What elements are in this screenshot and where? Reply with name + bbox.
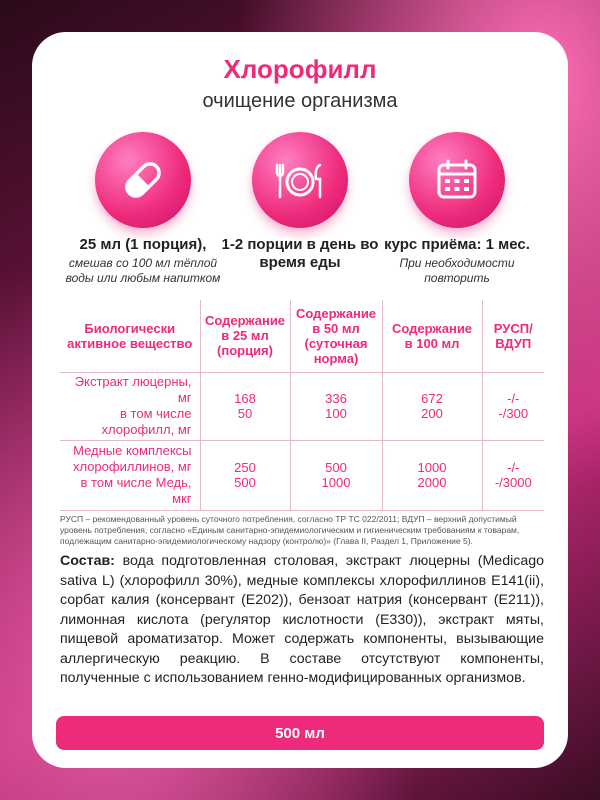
table-header: РУСП/ ВДУП	[482, 300, 544, 372]
value-cell	[482, 372, 544, 440]
course-sub: При необходимости повторить	[399, 256, 515, 285]
footnote: РУСП – рекомендованный уровень суточного потребления, согласно ТР ТС 022/2011; ВДУП – верхний допустимый уровень потребления, согласно «Единым санитарно-эпидемиологическим и гигиеническим требованиям к товарам, подлежащим санитарно-эпидемиологическому надзору (контролю)» (Глава II, Раздел 1, Приложение 5).	[60, 514, 520, 546]
table-row	[60, 440, 544, 510]
course-main: курс приёма: 1 мес.	[384, 236, 530, 253]
value: -/-	[507, 460, 520, 475]
table-header: Содержание в 50 мл (суточная норма)	[290, 300, 382, 372]
substance-cell	[60, 372, 200, 440]
value: -/-	[507, 391, 520, 406]
substance-name: Медные комплексы хлорофиллинов, мг	[72, 443, 192, 474]
course-info	[372, 236, 542, 286]
composition	[60, 552, 544, 689]
table-header-row	[60, 300, 544, 372]
value: 100	[325, 406, 347, 421]
value-cell	[290, 372, 382, 440]
substance-name: в том числе хлорофилл, мг	[101, 406, 192, 437]
substance-cell	[60, 440, 200, 510]
composition-label: Состав:	[60, 553, 115, 569]
substance-name: в том числе Медь, мкг	[80, 475, 192, 506]
table-header: Биологически активное вещество	[60, 300, 200, 372]
value: 200	[421, 406, 443, 421]
plate-cutlery-icon	[252, 132, 348, 228]
dosage-info	[58, 236, 228, 286]
value-cell	[382, 440, 482, 510]
value-cell	[382, 372, 482, 440]
nutrition-table	[60, 300, 544, 511]
frequency-info	[215, 236, 385, 272]
value-cell	[200, 440, 290, 510]
frequency-main: 1-2 порции в день во время еды	[221, 236, 379, 271]
calendar-icon	[409, 132, 505, 228]
value: 672	[421, 391, 443, 406]
value: 50	[237, 406, 253, 421]
value: -/3000	[494, 475, 532, 490]
value: 250	[234, 460, 256, 475]
value: 500	[325, 460, 347, 475]
dosage-main: 25 мл (1 порция),	[79, 236, 207, 253]
volume-badge: 500 мл	[56, 716, 544, 750]
substance-name: Экстракт люцерны, мг	[74, 374, 192, 405]
value: 1000	[321, 475, 351, 490]
table-row	[60, 372, 544, 440]
product-card	[32, 32, 568, 768]
value-cell	[290, 440, 382, 510]
composition-text: вода подготовленная столовая, экстракт люцерны (Medicago sativa L) (хлорофилл 30%), медные комплексы хлорофиллинов E141(ii), сорбат калия (консервант (E202)), бензоат натрия (консервант (E211)), лимонная кислота (регулятор кислотности (E330)), экстракт мяты, пищевой ароматизатор. Может содержать компоненты, вызывающие аллергическую реакцию. В составе отсутствуют компоненты, полученные с использованием генно-модифицированных организмов.	[60, 553, 544, 686]
table-header: Содержание в 100 мл	[382, 300, 482, 372]
value: 1000	[417, 460, 447, 475]
value: 500	[234, 475, 256, 490]
value-cell	[482, 440, 544, 510]
capsule-icon	[95, 132, 191, 228]
table-header: Содержание в 25 мл (порция)	[200, 300, 290, 372]
product-title: Хлорофилл	[223, 54, 377, 84]
value-cell	[200, 372, 290, 440]
value: 336	[325, 391, 347, 406]
value: 168	[234, 391, 256, 406]
value: 2000	[417, 475, 447, 490]
value: -/300	[498, 406, 529, 421]
dosage-sub: смешав со 100 мл тёплой воды или любым напитком	[65, 256, 221, 285]
product-subtitle: очищение организма	[202, 90, 398, 112]
